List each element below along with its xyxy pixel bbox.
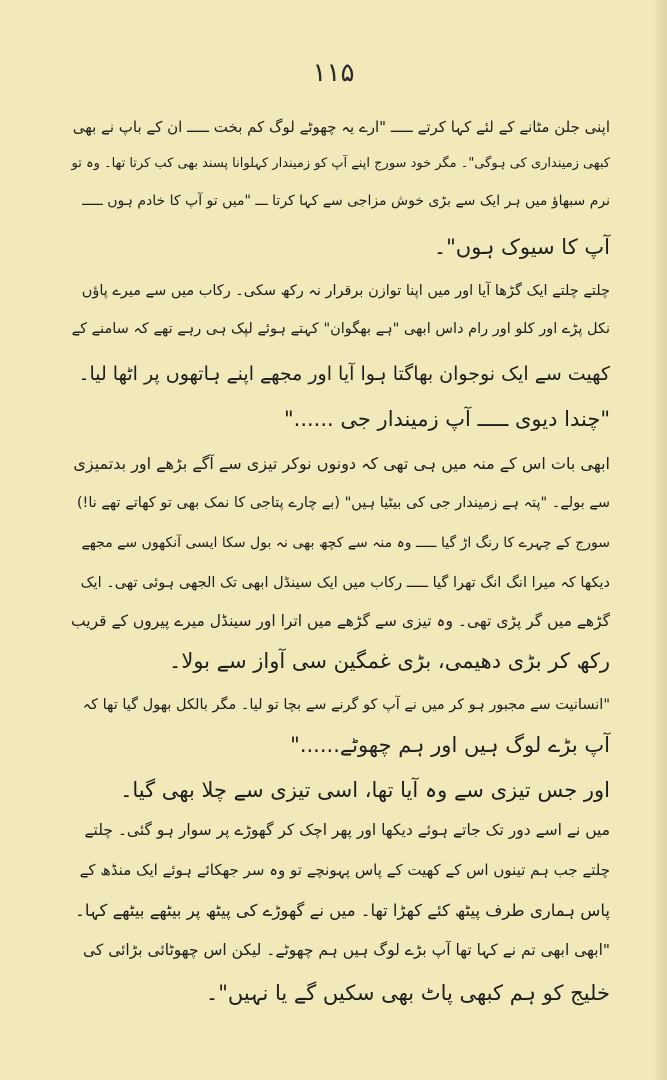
text-line: چلتے چلتے ایک گڑھا آیا اور میں اپنا توازن برقرار نہ رکھ سکی۔ رکاب میں سے میرے پاؤں — [81, 283, 610, 299]
text-line: دیکھا کہ میرا انگ انگ تھرا گیا ـــــ رکاب میں ایک سینڈل ابھی تک الجھی ہوئی تھی۔ ایک — [80, 575, 610, 591]
text-line: آپ بڑے لوگ ہیں اور ہم چھوٹے......" — [290, 733, 610, 757]
text-line: کبھی زمینداری کی ہوگی"۔ مگر خود سورج اپنے آپ کو زمیندار کہلوانا پسند بھی کب کرتا تھا۔ وہ تو — [71, 156, 610, 171]
text-line: نرم سبھاؤ میں ہر ایک سے بڑی خوش مزاجی سے کہا کرتا ـــ "میں تو آپ کا خادم ہوں ـــــ — [82, 193, 610, 209]
page-edge-shadow — [653, 0, 667, 1080]
text-line: سے بولے۔ "پتہ ہے زمیندار جی کی بیٹیا ہیں" (بے چارے پتاجی کا نمک بھی تو کھاتے تھے نا!) — [76, 495, 610, 511]
text-line: کھیت سے ایک نوجوان بھاگتا ہوا آیا اور مجھے اپنے ہاتھوں پر اٹھا لیا۔ — [78, 363, 610, 385]
text-line: سورج کے چہرے کا رنگ اڑ گیا ـــــ وہ منہ سے کچھ بھی نہ بول سکا ایسی آنکھوں سے مجھے — [81, 535, 610, 551]
text-line: آپ کا سیوک ہوں"۔ — [433, 235, 610, 259]
text-line: گڑھے میں گر پڑی تھی۔ وہ تیزی سے گڑھے میں اترا اور سینڈل میرے پیروں کے قریب — [71, 612, 610, 630]
text-line: پاس ہماری طرف پیٹھ کئے کھڑا تھا۔ میں نے گھوڑے کی پیٹھ پر بیٹھے بیٹھے کہا۔ — [75, 901, 610, 920]
text-line: ابھی بات اس کے منہ میں ہی تھی کہ دونوں نوکر تیزی سے آگے بڑھے اور بدتمیزی — [73, 454, 610, 473]
text-line: چلتے جب ہم تینوں اس کے کھیت کے پاس پہونچے تو وہ سر جھکائے ہوئے ایک منڈھ کے — [79, 861, 610, 879]
text-line: "چندا دیوی ـــــ آپ زمیندار جی ......" — [284, 407, 610, 431]
text-line: "انسانیت سے مجبور ہو کر میں نے آپ کو گرنے سے بچا تو لیا۔ مگر بالکل بھول گیا تھا کہ — [82, 697, 610, 713]
text-line: اور جس تیزی سے وہ آیا تھا، اسی تیزی سے چلا بھی گیا۔ — [120, 778, 610, 802]
text-line: نکل پڑے اور کلو اور رام داس ابھی "ہے بھگوان" کہتے ہوئے لپک ہی رہے تھے کہ سامنے کے — [71, 321, 610, 337]
text-line: رکھ کر بڑی دھیمی، بڑی غمگین سی آواز سے بولا۔ — [169, 649, 610, 673]
text-line: "ابھی ابھی تم نے کہا تھا آپ بڑے لوگ ہیں ہم چھوٹے۔ لیکن اس چھوٹائی بڑائی کی — [82, 941, 610, 959]
text-line: خلیج کو ہم کبھی پاٹ بھی سکیں گے یا نہیں"۔ — [205, 981, 610, 1005]
text-line: میں نے اسے دور تک جاتے ہوئے دیکھا اور پھر اچک کر گھوڑے پر سوار ہو گئی۔ چلتے — [84, 821, 610, 839]
text-line: اپنی جلن مٹانے کے لئے کہا کرتے ـــــ "ارے یہ چھوٹے لوگ کم بخت ـــــ ان کے باپ نے بھی — [72, 118, 610, 136]
page-number: ۱۱۵ — [312, 58, 355, 88]
